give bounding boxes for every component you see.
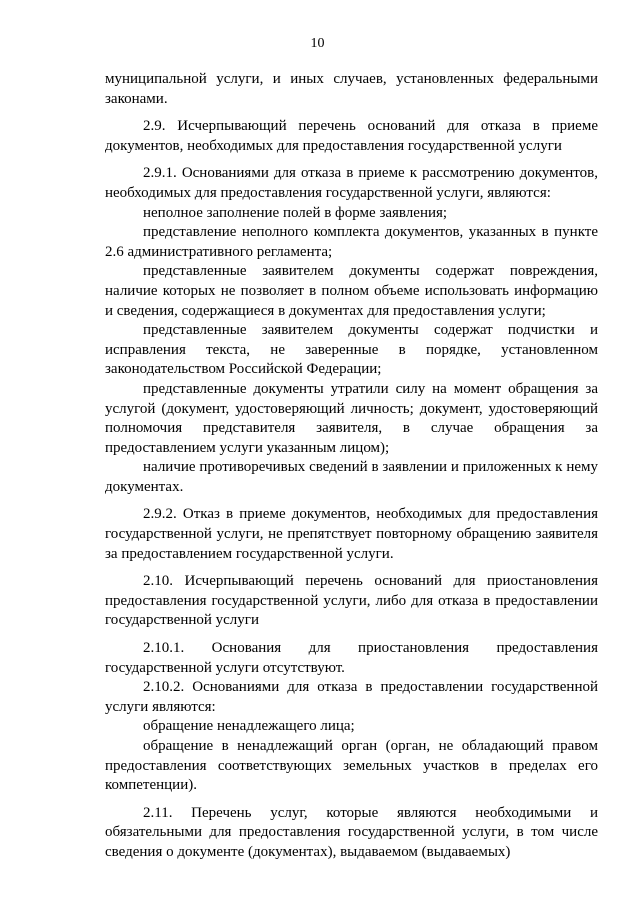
list-item-incomplete-package: представление неполного комплекта документов, указанных в пункте 2.6 административного регламента; (105, 224, 598, 260)
list-item-incomplete-fields: неполное заполнение полей в форме заявления; (143, 204, 448, 221)
document-body (105, 70, 598, 863)
list-item-damaged-documents: представленные заявителем документы содержат повреждения, наличие которых не позволяет в полном объеме использовать информацию и сведения, содержащиеся в документах для предоставления услуги; (105, 263, 598, 319)
list-item-improper-person: обращение ненадлежащего лица; (143, 718, 355, 735)
list-item-expired-documents: представленные документы утратили силу на момент обращения за услугой (документ, удостоверяющий личность; документ, удостоверяющий полномочия представителя заявителя, в случае обращения за предоставлением услуги указанным лицом); (105, 380, 598, 456)
list-item-contradictory-info: наличие противоречивых сведений в заявлении и приложенных к нему документах. (105, 459, 598, 495)
paragraph-2-9-1: 2.9.1. Основаниями для отказа в приеме к рассмотрению документов, необходимых для предоставления государственной услуги, являются: (105, 165, 598, 201)
paragraph-2-9-2: 2.9.2. Отказ в приеме документов, необходимых для предоставления государственной услуги, не препятствует повторному обращению заявителя за предоставлением государственной услуги. (105, 506, 598, 562)
section-heading-2-9: 2.9. Исчерпывающий перечень оснований для отказа в приеме документов, необходимых для предоставления государственной услуги (105, 118, 598, 154)
section-heading-2-11: 2.11. Перечень услуг, которые являются необходимыми и обязательными для предоставления государственной услуги, в том числе сведения о документе (документах), выдаваемом (выдаваемых) (105, 804, 598, 860)
paragraph-2-10-1: 2.10.1. Основания для приостановления предоставления государственной услуги отсутствуют. (105, 640, 598, 676)
list-item-improper-authority: обращение в ненадлежащий орган (орган, не обладающий правом предоставления соответствующих земельных участков в пределах его компетенции). (105, 738, 598, 794)
paragraph-continuation: муниципальной услуги, и иных случаев, установленных федеральными законами. (105, 71, 598, 107)
page-number: 10 (310, 36, 325, 51)
paragraph-2-10-2: 2.10.2. Основаниями для отказа в предоставлении государственной услуги являются: (105, 679, 598, 715)
section-heading-2-10: 2.10. Исчерпывающий перечень оснований для приостановления предоставления государственной услуги, либо для отказа в предоставлении государственной услуги (105, 573, 598, 629)
list-item-corrections: представленные заявителем документы содержат подчистки и исправления текста, не заверенные в порядке, установленном законодательством Российской Федерации; (105, 322, 598, 378)
